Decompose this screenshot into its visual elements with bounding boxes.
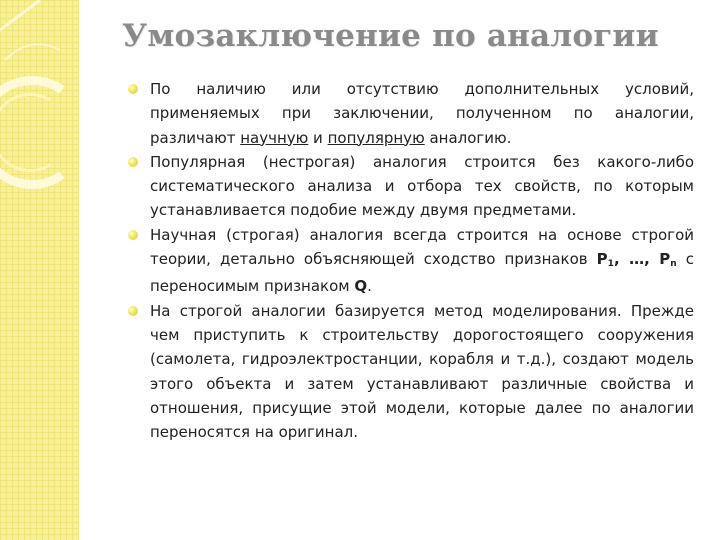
subscript-n: n: [670, 259, 677, 270]
bullet-dot: [128, 230, 138, 240]
bullet-2-text: Популярная (нестрогая) аналогия строится без какого-либо систематического анализа и отбора тех свойств, по которым устанавливается подобие между двумя предметами.: [150, 152, 694, 220]
variable-pn: P: [659, 250, 671, 269]
bullet-list: [128, 77, 694, 444]
term-popular: популярную: [327, 128, 425, 147]
subscript-1: 1: [607, 259, 614, 270]
bullet-dot: [128, 157, 138, 167]
bullet-1-end: аналогию.: [424, 128, 512, 147]
bullet-3-text: Научная (строгая) аналогия всегда строится на основе строгой теории, детально объясняющей сходство признаков: [150, 225, 694, 269]
bullet-3-end: .: [367, 277, 372, 296]
bullet-dot: [128, 306, 138, 316]
bullet-1-connector: и: [308, 128, 328, 147]
bullet-item-1: [128, 77, 694, 150]
slide-title: Умозаключение по аналогии: [122, 18, 659, 54]
bullet-dot: [128, 84, 138, 94]
bullet-4-text: На строгой аналогии базируется метод моделирования. Прежде чем приступить к строительству дорогостоящего сооружения (самолета, гидроэлектростанции, корабля и т.д.), создают модель этого объекта и затем устанавливают различные свойства и отношения, присущие этой модели, которые далее по аналогии переносятся на оригинал.: [150, 301, 694, 442]
bullet-item-4: [128, 299, 694, 445]
bullet-3-connector: с переносимым признаком: [150, 250, 694, 296]
ellipsis-separator: , …,: [613, 250, 660, 269]
bullet-1-text: По наличию или отсутствию дополнительных условий, применяемых при заключении, полученном по аналогии, различают: [150, 80, 694, 147]
term-scientific: научную: [240, 128, 309, 147]
bullet-item-2: [128, 150, 694, 223]
variable-p1: P: [596, 250, 608, 269]
decorative-swirl-graphic: [0, 0, 79, 540]
bullet-item-3: [128, 223, 694, 299]
variable-q: Q: [354, 277, 368, 296]
decorative-side-strip: [0, 0, 79, 540]
